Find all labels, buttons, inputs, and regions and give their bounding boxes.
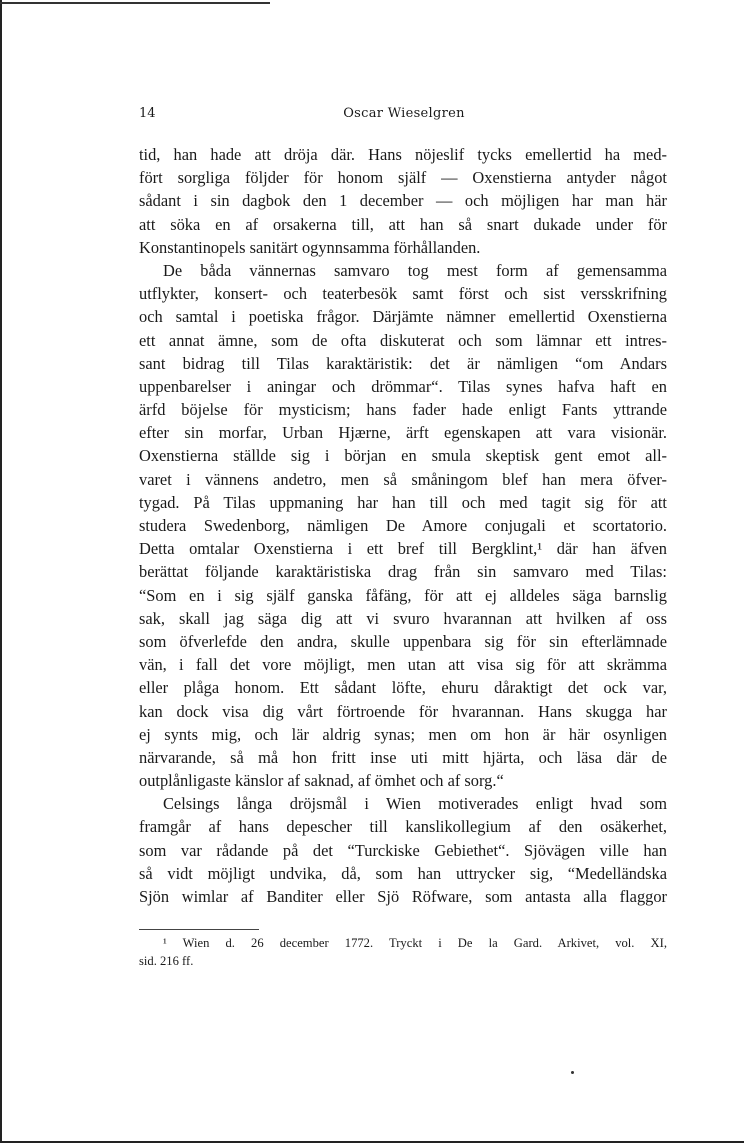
text-line: varet i vännens andetro, men så småningom blef han mera öfver- (139, 469, 667, 489)
text-line: De båda vännernas samvaro tog mest form af gemensamma (163, 260, 667, 280)
text-line: som var rådande på det “Turckiske Gebiethet“. Sjövägen ville han (139, 840, 667, 860)
text-line: eller plåga honom. Ett sådant löfte, ehuru dåraktigt det ock var, (139, 678, 667, 698)
text-line: framgår af hans depescher till kanslikollegium af den osäkerhet, (139, 817, 667, 837)
text-line: fört sorgliga följder för honom själf — Oxenstierna antyder något (139, 168, 667, 188)
text-line: Konstantinopels sanitärt ogynnsamma förhållanden. (139, 237, 481, 257)
text-line: närvarande, så må hon fritt inse uti mitt hjärta, och läsa där de (139, 747, 667, 767)
text-line: Sjön wimlar af Banditer eller Sjö Röfware, som antasta alla flaggor (139, 887, 667, 906)
body-text (139, 143, 667, 908)
text-line: berättat följande karaktäristiska drag från sin samvaro med Tilas: (139, 562, 667, 582)
text-line: Celsings långa dröjsmål i Wien motiverades enligt hvad som (163, 794, 667, 814)
text-line: uppenbarelser i aningar och drömmar“. Tilas synes hafva haft en (139, 376, 667, 396)
text-line: tygad. På Tilas uppmaning har han till och med tagit sig för att (139, 492, 667, 512)
text-line: efter sin morfar, Urban Hjærne, ärft egenskapen att vara visionär. (139, 423, 667, 443)
text-line: Oxenstierna ställde sig i början en smula skeptisk gent emot all- (139, 446, 667, 466)
text-line: “Som en i sig själf ganska fåfäng, för att ej alldeles säga barnslig (139, 585, 667, 605)
text-line: vän, i fall det vore möjligt, men utan att visa sig för att skrämma (139, 655, 667, 675)
text-line: outplånligaste känslor af saknad, af ömhet och af sorg.“ (139, 771, 504, 791)
footnote (139, 934, 667, 970)
text-line: kan dock visa dig vårt förtroende för hvarannan. Hans skugga har (139, 701, 667, 721)
paper-speck (571, 1071, 574, 1074)
footnote-line: sid. 216 ff. (139, 954, 194, 968)
text-line: att söka en af orsakerna till, att han så snart dukade under för (139, 214, 667, 234)
text-line: sådant i sin dagbok den 1 december — och möjligen har man här (139, 191, 667, 211)
text-line: och samtal i poetiska frågor. Därjämte nämner emellertid Oxenstierna (139, 307, 667, 327)
running-title: Oscar Wieselgren (343, 106, 465, 121)
text-line: tid, han hade att dröja där. Hans nöjeslif tycks emellertid ha med- (139, 145, 667, 164)
text-line: ej synts mig, och lär aldrig synas; men om hon är här osynligen (139, 724, 667, 744)
footnote-line: ¹ Wien d. 26 december 1772. Tryckt i De la Gard. Arkivet, vol. XI, (163, 936, 667, 950)
text-line: sak, skall jag säga dig att vi svuro hvarannan att hvilken af oss (139, 608, 667, 628)
page-number: 14 (139, 106, 156, 121)
text-line: utflykter, konsert- och teaterbesök samt först och sist versskrifning (139, 284, 667, 304)
text-line: som öfverlefde den andra, skulle uppenbara sig för sin efterlämnade (139, 631, 667, 651)
footnote-rule (139, 929, 259, 930)
text-line: så vidt möjligt undvika, då, som han uttrycker sig, “Medelländska (139, 863, 667, 883)
page-header (139, 106, 669, 126)
top-rule (0, 2, 270, 4)
text-line: ärfd böjelse för mysticism; hans fader hade enligt Fants yttrande (139, 400, 667, 420)
text-line: ett annat ämne, som de ofta diskuterat och som lämnar ett intres- (139, 330, 667, 350)
text-line: Detta omtalar Oxenstierna i ett bref till Bergklint,¹ där han äfven (139, 539, 667, 559)
text-line: sant bidrag till Tilas karaktäristik: det är nämligen “om Andars (139, 353, 667, 373)
text-line: studera Swedenborg, nämligen De Amore conjugali et scortatorio. (139, 516, 667, 535)
